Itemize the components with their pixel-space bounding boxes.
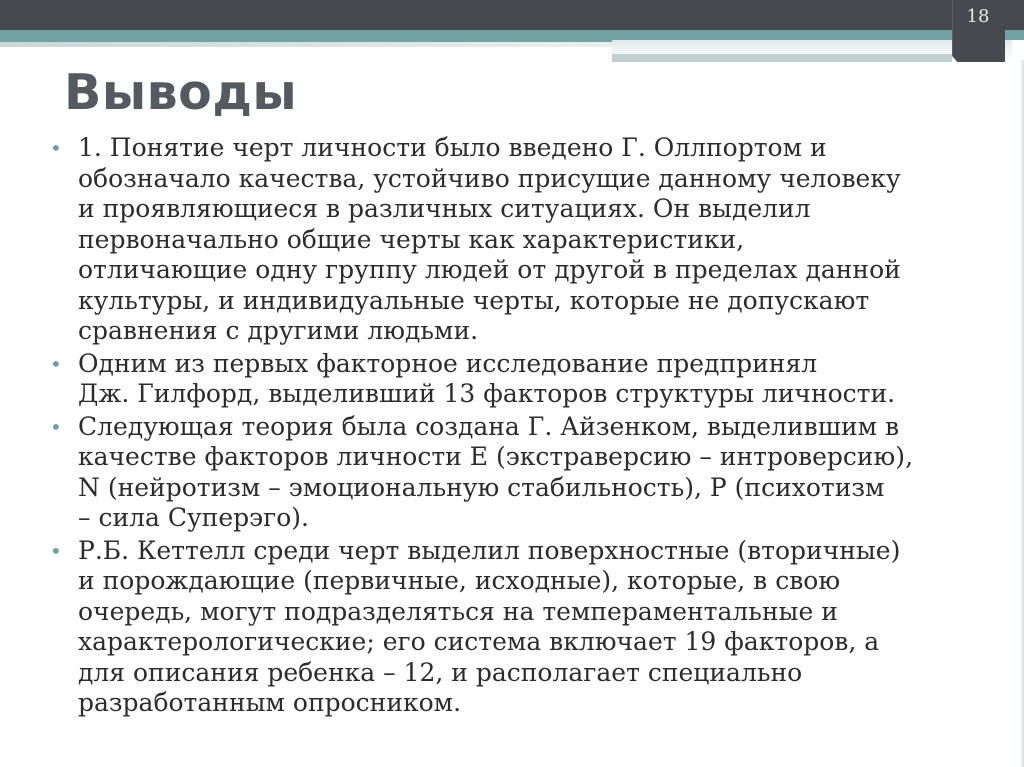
bullet-icon: • [50, 414, 62, 439]
bullet-text: 1. Понятие черт личности было введено Г. Оллпортом и обозначало качества, устойчиво присущие данному человеку и проявляющиеся в различных ситуациях. Он выделил первоначально общие черты как характеристики, отличающие одну группу людей от другой в пределах данной культуры, и индивидуальные черты, которые не допускают сравнения с другими людьми. [78, 133, 901, 345]
header-band-teal-left [0, 30, 612, 42]
bullet-item [48, 133, 998, 347]
slide-title: Выводы [64, 64, 298, 121]
header-band-light [0, 42, 612, 47]
bullet-text: Следующая теория была создана Г. Айзенком, выделившим в качестве факторов личности Е (экстраверсию – интроверсию), N (нейротизм – эмоциональную стабильность), Р (психотизм – сила Суперэго). [78, 411, 914, 532]
bullet-item [48, 349, 998, 410]
header-band-dark [0, 0, 1024, 30]
bullet-text: Одним из первых факторное исследование предпринял Дж. Гилфорд, выделивший 13 факторов структуры личности. [78, 348, 896, 408]
bullet-icon: • [50, 351, 62, 376]
bullet-text: Р.Б. Кеттелл среди черт выделил поверхностные (вторичные) и порождающие (первичные, исходные), которые, в свою очередь, могут подразделяться на темпераментальные и характерологические; его система включает 19 факторов, а для описания ребенка – 12, и располагает специально разработанным опросником. [78, 535, 901, 717]
bullet-list [48, 133, 998, 721]
bullet-icon: • [50, 538, 62, 563]
bullet-icon: • [50, 136, 62, 160]
bullet-item [48, 412, 998, 534]
bullet-item [48, 536, 998, 719]
page-number: 18 [966, 6, 990, 27]
